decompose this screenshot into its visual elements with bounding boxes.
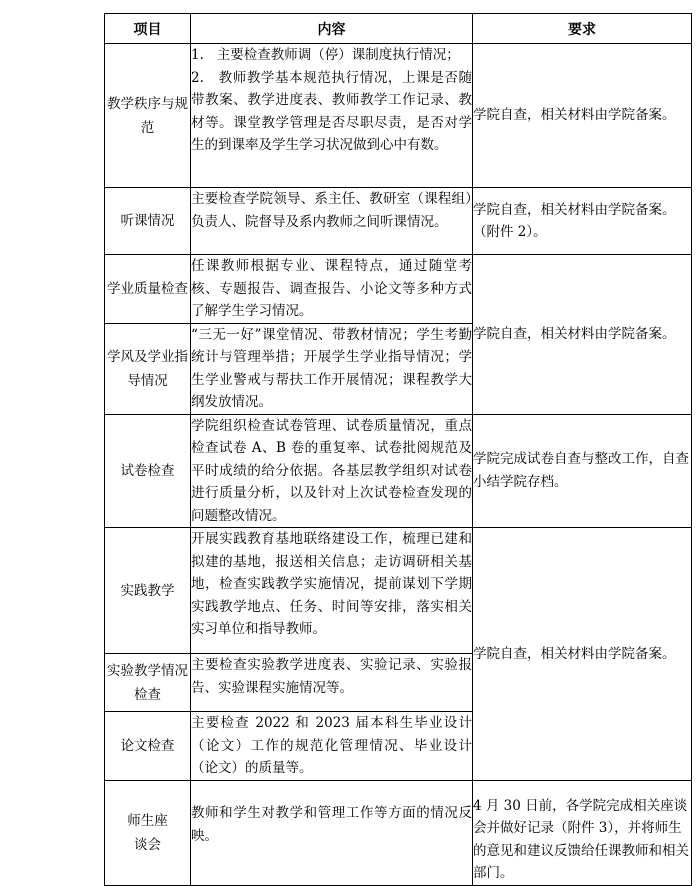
content-line: 2. 教师教学基本规范执行情况，上课是否随带教案、教学进度表、教师教学工作记录、教材等。课堂教学管理是否尽职尽责，是否对学生的到课率及学生学习状况做到心中有数。	[191, 69, 472, 153]
row-content: 开展实践教育基地联络建设工作，梳理已建和拟建的基地，报送相关信息；走访调研相关基地，检查实践教学实施情况，提前谋划下学期实践教学地点、任务、时间等安排，落实相关实习单位和指导教师。	[191, 528, 473, 654]
row-item: 听课情况	[105, 188, 191, 255]
table-row	[105, 44, 692, 188]
inspection-table	[104, 13, 692, 886]
content-line: 1. 主要检查教师调（停）课制度执行情况；	[191, 47, 460, 63]
row-content: 教师和学生对教学和管理工作等方面的情况反映。	[191, 780, 473, 885]
table-row	[105, 780, 692, 885]
row-requirement: 学院完成试卷自查与整改工作，自查小结学院存档。	[473, 414, 692, 528]
row-item: 师生座谈会	[105, 780, 191, 885]
row-content: 主要检查 2022 和 2023 届本科生毕业设计（论文）工作的规范化管理情况、毕业设计（论文）的质量等。	[191, 712, 473, 781]
row-item: 学风及学业指导情况	[105, 323, 191, 414]
row-content	[191, 44, 473, 188]
table-row	[105, 188, 692, 255]
row-requirement: 学院自查，相关材料由学院备案。（附件 2）。	[473, 188, 692, 255]
row-item: 学业质量检查	[105, 255, 191, 324]
row-item: 实验教学情况检查	[105, 654, 191, 712]
table-row	[105, 255, 692, 324]
row-content: 主要检查学院领导、系主任、教研室（课程组）负责人、院督导及系内教师之间听课情况。	[191, 188, 473, 255]
merged-requirement: 学院自查，相关材料由学院备案。	[473, 255, 692, 415]
header-content: 内容	[191, 14, 473, 44]
row-requirement: 4 月 30 日前，各学院完成相关座谈会并做好记录（附件 3），并将师生的意见和建议反馈给任课教师和相关部门。	[473, 780, 692, 885]
row-content: 任课教师根据专业、课程特点，通过随堂考核、专题报告、调查报告、小论文等多种方式了解学生学习情况。	[191, 255, 473, 324]
table-row	[105, 528, 692, 654]
row-item: 实践教学	[105, 528, 191, 654]
row-content: “三无一好”课堂情况、带教材情况；学生考勤统计与管理举措；开展学生学业指导情况；学生学业警戒与帮扶工作开展情况；课程教学大纲发放情况。	[191, 323, 473, 414]
row-item: 试卷检查	[105, 414, 191, 528]
row-item: 论文检查	[105, 712, 191, 781]
row-requirement: 学院自查，相关材料由学院备案。	[473, 44, 692, 188]
row-item: 教学秩序与规范	[105, 44, 191, 188]
table-row	[105, 414, 692, 528]
header-row	[105, 14, 692, 44]
merged-requirement: 学院自查，相关材料由学院备案。	[473, 528, 692, 781]
header-requirement: 要求	[473, 14, 692, 44]
row-content: 学院组织检查试卷管理、试卷质量情况，重点检查试卷 A、B 卷的重复率、试卷批阅规范及平时成绩的给分依据。各基层教学组织对试卷进行质量分析，以及针对上次试卷检查发现的问题整改情况。	[191, 414, 473, 528]
header-item: 项目	[105, 14, 191, 44]
row-content: 主要检查实验教学进度表、实验记录、实验报告、实验课程实施情况等。	[191, 654, 473, 712]
